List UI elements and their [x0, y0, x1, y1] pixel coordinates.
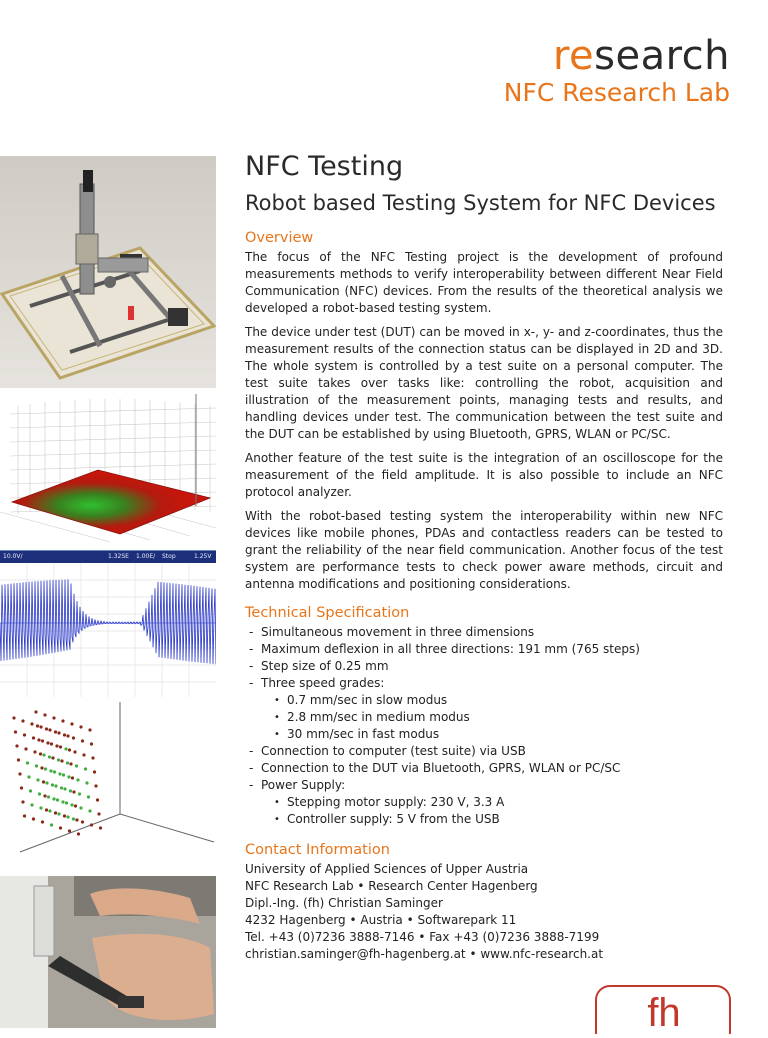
measurement-points-graphic — [0, 702, 216, 868]
measurement-dot — [50, 742, 53, 745]
measurement-dot — [67, 775, 70, 778]
measurement-points-3d — [0, 702, 216, 868]
measurement-dot — [75, 764, 78, 767]
measurement-dot — [97, 812, 100, 815]
oscilloscope-readout-mid-a: 1.32SE — [108, 553, 129, 560]
measurement-dot — [42, 780, 45, 783]
measurement-dot — [70, 722, 73, 725]
measurement-dot — [29, 789, 32, 792]
measurement-dot — [66, 761, 69, 764]
measurement-dot — [44, 767, 47, 770]
list-item: • Stepping motor supply: 230 V, 3.3 A — [245, 794, 723, 811]
list-item: • 0.7 mm/sec in slow modus — [245, 692, 723, 709]
tech-spec-list — [245, 624, 723, 828]
list-item: • Controller supply: 5 V from the USB — [245, 811, 723, 828]
measurement-dot — [23, 733, 26, 736]
measurement-dot — [43, 713, 46, 716]
measurement-dot — [45, 781, 48, 784]
measurement-dot — [45, 808, 48, 811]
list-item — [245, 675, 723, 743]
contact-line-phone: Tel. +43 (0)7236 3888-7146 • Fax +43 (0)7236 3888-7199 — [245, 930, 600, 944]
measurement-dot — [82, 753, 85, 756]
contact-line-address: 4232 Hagenberg • Austria • Softwarepark 11 — [245, 913, 517, 927]
measurement-dot — [73, 750, 76, 753]
measurement-dot — [68, 748, 71, 751]
measurement-dot — [38, 792, 41, 795]
contact-line-lab: NFC Research Lab • Research Center Hagenberg — [245, 879, 538, 893]
measurement-dot — [42, 753, 45, 756]
measurement-dot — [59, 745, 62, 748]
contact-block — [245, 861, 723, 963]
measurement-dot — [14, 730, 17, 733]
document-subtitle: Robot based Testing System for NFC Devices — [245, 191, 716, 215]
measurement-dot — [90, 742, 93, 745]
measurement-dot — [57, 812, 60, 815]
measurement-dot — [32, 817, 35, 820]
brand-lab-name: NFC Research Lab — [503, 78, 730, 107]
measurement-dot — [60, 786, 63, 789]
measurement-dot — [41, 820, 44, 823]
measurement-dot — [74, 804, 77, 807]
measurement-dot — [51, 756, 54, 759]
measurement-dot — [37, 738, 40, 741]
measurement-dot — [23, 814, 26, 817]
measurement-dot — [72, 790, 75, 793]
overview-paragraph-4: With the robot-based testing system the interoperability within new NFC devices like mobile phones, PDAs and contactless readers can be tested to grant the reliability of the near field communication. Another focus of the test system are performance tests to check power aware methods, circuit and antenna modifications and positioning considerations. — [245, 509, 723, 591]
measurement-dot — [71, 776, 74, 779]
brand-header — [504, 34, 730, 108]
measurement-dot — [60, 759, 63, 762]
measurement-dot — [35, 764, 38, 767]
fh-logo-mark — [594, 984, 734, 1034]
oscilloscope-readout-mid-b: 1.00E/ — [136, 553, 156, 560]
measurement-dot — [30, 803, 33, 806]
measurement-dot — [47, 795, 50, 798]
measurement-dot — [79, 725, 82, 728]
measurement-dot — [52, 716, 55, 719]
measurement-dot — [85, 781, 88, 784]
measurement-dot — [39, 752, 42, 755]
measurement-dot — [78, 792, 81, 795]
measurement-dot — [30, 722, 33, 725]
list-item — [245, 777, 723, 828]
list-item: - Simultaneous movement in three dimensions — [245, 624, 723, 641]
main-content — [245, 150, 723, 963]
measurement-dot — [12, 716, 15, 719]
measurement-dot — [69, 789, 72, 792]
measurement-dot — [63, 814, 66, 817]
measurement-dot — [54, 784, 57, 787]
measurement-dot — [93, 770, 96, 773]
measurement-dot — [21, 800, 24, 803]
measurement-dot — [21, 719, 24, 722]
power-supply-label: Power Supply: — [261, 778, 346, 792]
field-3d-plot — [0, 394, 216, 542]
list-item: - Step size of 0.25 mm — [245, 658, 723, 675]
fh-logo-text: fh — [647, 991, 681, 1034]
measurement-dot — [51, 783, 54, 786]
measurement-dots — [12, 710, 102, 835]
contact-line-university: University of Applied Sciences of Upper Austria — [245, 862, 529, 876]
measurement-dot — [40, 766, 43, 769]
measurement-dot — [75, 818, 78, 821]
measurement-dot — [77, 832, 80, 835]
measurement-dot — [48, 755, 51, 758]
measurement-dot — [81, 820, 84, 823]
contact-line-person: Dipl.-Ing. (fh) Christian Saminger — [245, 896, 443, 910]
speed-grades-list — [245, 692, 723, 743]
measurement-dot — [99, 826, 102, 829]
measurement-dot — [39, 725, 42, 728]
measurement-dot — [91, 756, 94, 759]
overview-paragraph-3: Another feature of the test suite is the integration of an oscilloscope for the measurement of the field amplitude. It is also possible to include an NFC protocol analyzer. — [245, 451, 723, 499]
oscilloscope-screen — [0, 550, 216, 697]
list-item: • 30 mm/sec in fast modus — [245, 726, 723, 743]
measurement-dot — [64, 747, 67, 750]
measurement-dot — [87, 795, 90, 798]
measurement-dot — [84, 767, 87, 770]
measurement-dot — [43, 794, 46, 797]
list-item: - Maximum deflexion in all three directions: 191 mm (765 steps) — [245, 641, 723, 658]
measurement-dot — [90, 823, 93, 826]
measurement-dot — [52, 797, 55, 800]
measurement-dot — [32, 736, 35, 739]
measurement-dot — [94, 784, 97, 787]
measurement-dot — [54, 730, 57, 733]
measurement-dot — [57, 731, 60, 734]
power-supply-list — [245, 794, 723, 828]
measurement-dot — [53, 770, 56, 773]
field-3d-plot-graphic — [0, 394, 216, 542]
measurement-dot — [24, 747, 27, 750]
robot-photo — [0, 156, 216, 388]
brand-word-prefix: re — [552, 33, 595, 79]
measurement-dot — [59, 826, 62, 829]
measurement-dot — [56, 798, 59, 801]
measurement-dot — [36, 778, 39, 781]
oscilloscope-toolbar — [0, 551, 216, 563]
contact-heading: Contact Information — [245, 842, 390, 858]
measurement-dot — [17, 758, 20, 761]
measurement-dot — [27, 775, 30, 778]
list-item: - Connection to the DUT via Bluetooth, GPRS, WLAN or PC/SC — [245, 760, 723, 777]
measurement-dot — [46, 741, 49, 744]
phone-test-photo — [0, 876, 216, 1028]
measurement-dot — [50, 823, 53, 826]
measurement-dot — [34, 710, 37, 713]
measurement-dot — [58, 772, 61, 775]
brand-wordmark — [504, 34, 730, 78]
measurement-dot — [49, 769, 52, 772]
measurement-dot — [79, 806, 82, 809]
measurement-dot — [18, 772, 21, 775]
measurement-dot — [68, 829, 71, 832]
measurement-dot — [15, 744, 18, 747]
measurement-dot — [76, 778, 79, 781]
measurement-dot — [62, 773, 65, 776]
speed-grades-label: Three speed grades: — [261, 676, 385, 690]
contact-line-email-web[interactable]: christian.saminger@fh-hagenberg.at • www.nfc-research.at — [245, 947, 604, 961]
list-item: • 2.8 mm/sec in medium modus — [245, 709, 723, 726]
oscilloscope-readout-right: 1.25V — [194, 553, 212, 560]
robot-illustration — [0, 156, 216, 388]
measurement-dot — [26, 761, 29, 764]
overview-paragraph-2: The device under test (DUT) can be moved in x-, y- and z-coordinates, thus the measurement results of the connection status can be displayed in 2D and 3D. The whole system is controlled by a test suite on a personal computer. The test suite takes over tasks like: controlling the robot, acquisition and illustration of the measurement points, managing tests and results, and handling devices under test. The communication between the test suite and the DUT can be established by using Bluetooth, GPRS, WLAN or PC/SC. — [245, 325, 723, 441]
phone-test-illustration — [0, 876, 216, 1028]
measurement-dot — [96, 798, 99, 801]
measurement-dot — [70, 803, 73, 806]
measurement-dot — [66, 734, 69, 737]
measurement-dot — [88, 728, 91, 731]
measurement-dot — [33, 750, 36, 753]
measurement-dot — [63, 733, 66, 736]
brand-word-rest: search — [594, 33, 730, 79]
tech-spec-heading: Technical Specification — [245, 605, 410, 621]
oscilloscope-readout-left: 10.0V/ — [3, 553, 23, 560]
measurement-dot — [65, 801, 68, 804]
measurement-dot — [41, 739, 44, 742]
measurement-dot — [69, 762, 72, 765]
fh-logo — [594, 984, 734, 1034]
list-item: - Connection to computer (test suite) via USB — [245, 743, 723, 760]
document-title: NFC Testing — [245, 151, 404, 182]
measurement-dot — [81, 739, 84, 742]
measurement-dot — [48, 728, 51, 731]
overview-paragraph-1: The focus of the NFC Testing project is the development of profound measurements methods to verify interoperability between different Near Field Communication (NFC) devices. From the results of the theoretical analysis we developed a robot-based testing system. — [245, 250, 723, 315]
measurement-dot — [61, 800, 64, 803]
measurement-dot — [72, 736, 75, 739]
measurement-dot — [88, 809, 91, 812]
measurement-dot — [66, 815, 69, 818]
oscilloscope-readout-mid-c: Stop — [162, 553, 176, 560]
overview-heading: Overview — [245, 230, 314, 246]
measurement-dot — [61, 719, 64, 722]
measurement-dot — [57, 758, 60, 761]
measurement-dot — [54, 811, 57, 814]
measurement-dot — [45, 727, 48, 730]
measurement-dot — [48, 809, 51, 812]
oscilloscope-waveform — [0, 563, 216, 697]
measurement-dot — [20, 786, 23, 789]
measurement-dot — [36, 724, 39, 727]
measurement-dot — [63, 787, 66, 790]
measurement-dot — [72, 817, 75, 820]
measurement-dot — [55, 744, 58, 747]
measurement-dot — [39, 806, 42, 809]
